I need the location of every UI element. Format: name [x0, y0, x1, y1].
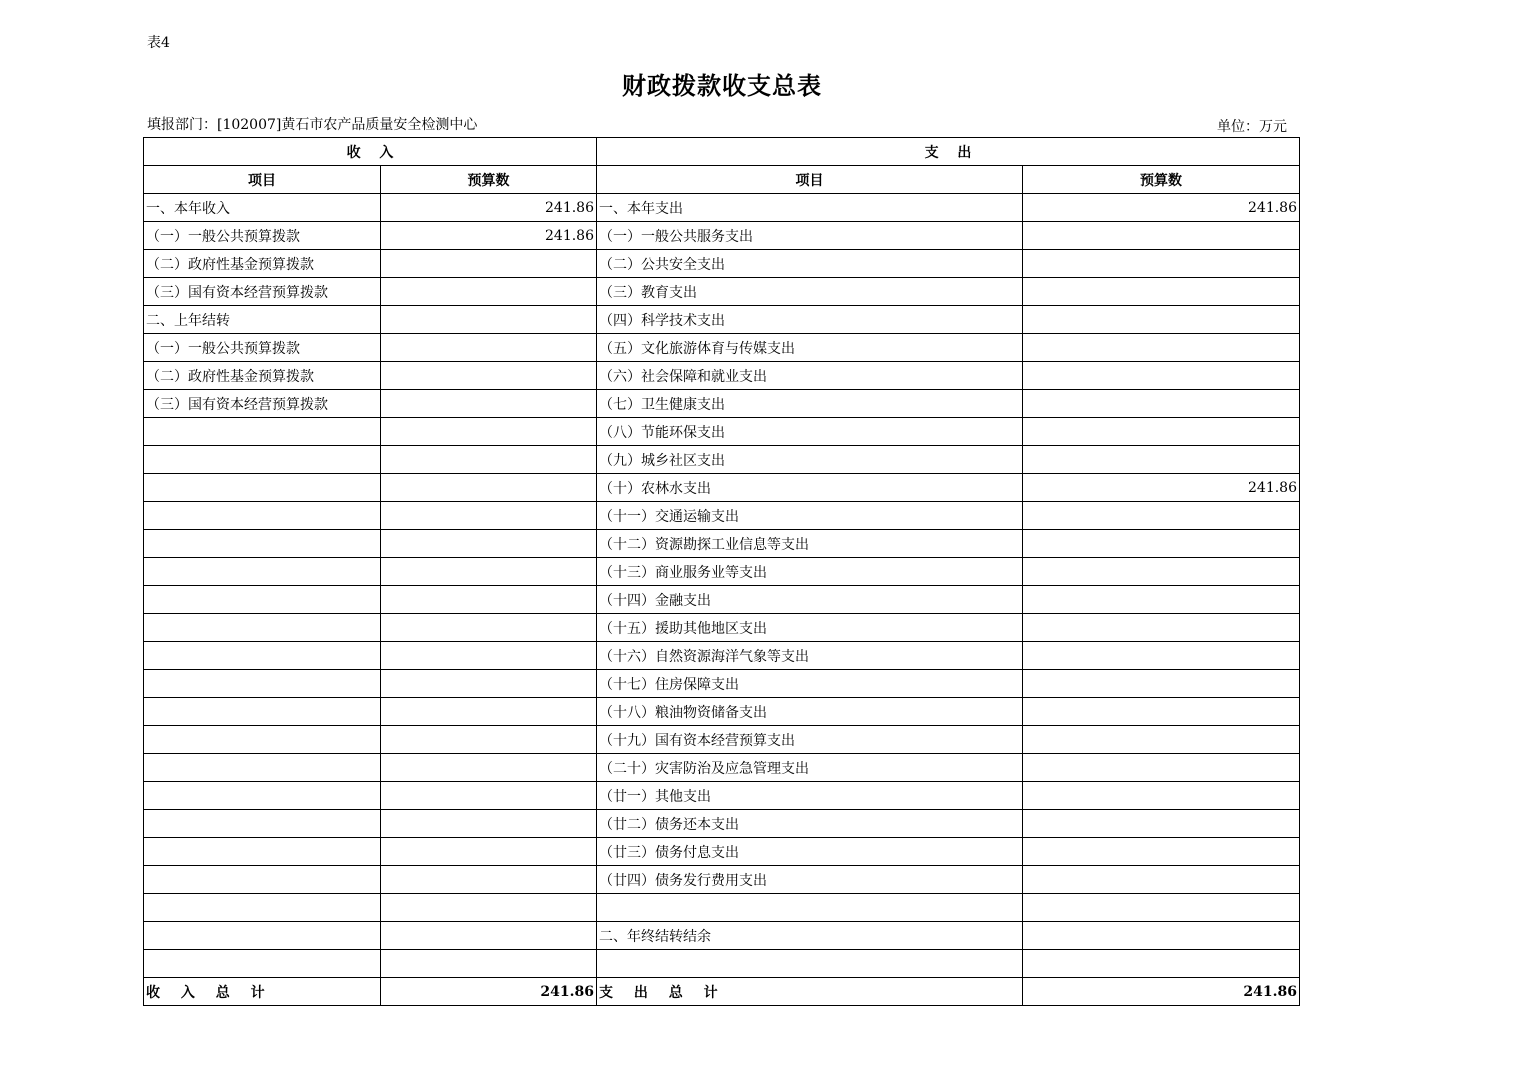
income-item-cell: （二）政府性基金预算拨款 [144, 362, 381, 390]
income-item-cell: （二）政府性基金预算拨款 [144, 250, 381, 278]
income-item-cell: 一、本年收入 [144, 194, 381, 222]
income-item-cell [144, 614, 381, 642]
expense-item-cell: （十七）住房保障支出 [597, 670, 1023, 698]
income-value-cell [381, 698, 597, 726]
expense-value-cell [1023, 530, 1300, 558]
income-value-cell: 241.86 [381, 194, 597, 222]
income-item-cell: （三）国有资本经营预算拨款 [144, 390, 381, 418]
income-total-label: 收 入 总 计 [144, 978, 381, 1006]
expense-value-cell: 241.86 [1023, 474, 1300, 502]
table-row [144, 754, 1300, 782]
expense-item-cell: （十三）商业服务业等支出 [597, 558, 1023, 586]
expense-value-cell [1023, 502, 1300, 530]
expense-item-cell: （三）教育支出 [597, 278, 1023, 306]
expense-value-cell [1023, 894, 1300, 922]
reporting-department: 填报部门：[102007]黄石市农产品质量安全检测中心 [147, 117, 478, 133]
income-item-cell: （一）一般公共预算拨款 [144, 222, 381, 250]
table-row [144, 390, 1300, 418]
income-item-cell [144, 782, 381, 810]
table-row [144, 922, 1300, 950]
expense-value-cell [1023, 642, 1300, 670]
expense-item-cell: （十）农林水支出 [597, 474, 1023, 502]
table-row [144, 474, 1300, 502]
income-value-cell [381, 866, 597, 894]
expense-total-value: 241.86 [1023, 978, 1300, 1006]
table-row [144, 726, 1300, 754]
expense-item-cell: （廿一）其他支出 [597, 782, 1023, 810]
income-item-cell [144, 642, 381, 670]
expense-value-cell [1023, 810, 1300, 838]
income-value-cell [381, 474, 597, 502]
table-row [144, 194, 1300, 222]
expense-item-cell: （十五）援助其他地区支出 [597, 614, 1023, 642]
expense-item-cell: （十二）资源勘探工业信息等支出 [597, 530, 1023, 558]
expense-value-cell [1023, 390, 1300, 418]
budget-table [143, 137, 1300, 1006]
income-item-cell [144, 726, 381, 754]
income-value-cell [381, 418, 597, 446]
expense-item-cell: （廿三）债务付息支出 [597, 838, 1023, 866]
table-row [144, 334, 1300, 362]
expense-value-cell [1023, 922, 1300, 950]
expense-value-cell [1023, 614, 1300, 642]
income-item-cell [144, 418, 381, 446]
expense-item-cell: （九）城乡社区支出 [597, 446, 1023, 474]
income-item-cell: （三）国有资本经营预算拨款 [144, 278, 381, 306]
income-item-cell [144, 838, 381, 866]
income-value-cell [381, 642, 597, 670]
expense-value-cell [1023, 334, 1300, 362]
income-value-cell [381, 950, 597, 978]
table-row [144, 866, 1300, 894]
income-item-cell [144, 530, 381, 558]
income-value-cell [381, 362, 597, 390]
income-value-cell [381, 278, 597, 306]
table-row [144, 530, 1300, 558]
expense-item-cell [597, 950, 1023, 978]
income-value-cell [381, 558, 597, 586]
income-item-cell [144, 670, 381, 698]
income-value-cell [381, 334, 597, 362]
income-value-cell [381, 670, 597, 698]
income-item-cell [144, 866, 381, 894]
income-value-cell [381, 530, 597, 558]
expense-item-cell: （十八）粮油物资储备支出 [597, 698, 1023, 726]
income-item-cell [144, 950, 381, 978]
table-row [144, 614, 1300, 642]
unit-label: 单位：万元 [1217, 119, 1287, 135]
table-row [144, 586, 1300, 614]
expense-item-cell: （二）公共安全支出 [597, 250, 1023, 278]
table-row [144, 250, 1300, 278]
expense-value-cell [1023, 838, 1300, 866]
column-header-row [144, 166, 1300, 194]
income-value-cell [381, 838, 597, 866]
expense-value-cell [1023, 418, 1300, 446]
page-title: 财政拨款收支总表 [622, 71, 822, 100]
income-value-cell [381, 586, 597, 614]
table-row [144, 810, 1300, 838]
expense-value-cell [1023, 222, 1300, 250]
income-value-cell [381, 810, 597, 838]
income-item-cell [144, 446, 381, 474]
table-row [144, 698, 1300, 726]
expense-item-cell: （一）一般公共服务支出 [597, 222, 1023, 250]
expense-item-cell: 二、年终结转结余 [597, 922, 1023, 950]
table-row [144, 782, 1300, 810]
expense-value-cell [1023, 250, 1300, 278]
expense-value-cell [1023, 306, 1300, 334]
income-item-cell [144, 698, 381, 726]
table-body [144, 194, 1300, 978]
expense-value-cell [1023, 670, 1300, 698]
expense-item-cell: （十六）自然资源海洋气象等支出 [597, 642, 1023, 670]
totals-row [144, 978, 1300, 1006]
expense-item-cell: （六）社会保障和就业支出 [597, 362, 1023, 390]
expense-item-cell: （廿四）债务发行费用支出 [597, 866, 1023, 894]
income-budget-header: 预算数 [381, 166, 597, 194]
income-item-cell [144, 502, 381, 530]
expense-value-cell [1023, 278, 1300, 306]
income-total-value: 241.86 [381, 978, 597, 1006]
income-item-header: 项目 [144, 166, 381, 194]
table-row [144, 838, 1300, 866]
income-value-cell [381, 726, 597, 754]
table-row [144, 642, 1300, 670]
table-row [144, 558, 1300, 586]
expense-value-cell [1023, 586, 1300, 614]
table-row [144, 278, 1300, 306]
income-value-cell [381, 446, 597, 474]
expense-item-cell: （四）科学技术支出 [597, 306, 1023, 334]
expense-value-cell [1023, 754, 1300, 782]
expense-item-cell: （廿二）债务还本支出 [597, 810, 1023, 838]
income-value-cell [381, 782, 597, 810]
expense-item-cell: （五）文化旅游体育与传媒支出 [597, 334, 1023, 362]
expense-value-cell: 241.86 [1023, 194, 1300, 222]
income-value-cell [381, 306, 597, 334]
income-value-cell [381, 390, 597, 418]
expense-item-cell [597, 894, 1023, 922]
income-item-cell [144, 894, 381, 922]
income-item-cell: 二、上年结转 [144, 306, 381, 334]
income-item-cell [144, 810, 381, 838]
income-value-cell [381, 754, 597, 782]
income-value-cell [381, 250, 597, 278]
expense-item-cell: （二十）灾害防治及应急管理支出 [597, 754, 1023, 782]
expense-value-cell [1023, 446, 1300, 474]
table-number: 表4 [147, 35, 170, 51]
table-row [144, 362, 1300, 390]
expense-header: 支 出 [597, 138, 1300, 166]
expense-item-cell: （八）节能环保支出 [597, 418, 1023, 446]
income-value-cell: 241.86 [381, 222, 597, 250]
table-row [144, 950, 1300, 978]
income-item-cell [144, 474, 381, 502]
income-item-cell: （一）一般公共预算拨款 [144, 334, 381, 362]
expense-item-header: 项目 [597, 166, 1023, 194]
income-value-cell [381, 502, 597, 530]
expense-budget-header: 预算数 [1023, 166, 1300, 194]
expense-item-cell: （七）卫生健康支出 [597, 390, 1023, 418]
expense-item-cell: （十九）国有资本经营预算支出 [597, 726, 1023, 754]
income-item-cell [144, 586, 381, 614]
table-row [144, 502, 1300, 530]
table-row [144, 670, 1300, 698]
income-value-cell [381, 922, 597, 950]
table-row [144, 894, 1300, 922]
table-row [144, 418, 1300, 446]
table-row [144, 306, 1300, 334]
expense-value-cell [1023, 698, 1300, 726]
section-header-row [144, 138, 1300, 166]
expense-value-cell [1023, 726, 1300, 754]
table-row [144, 222, 1300, 250]
income-item-cell [144, 754, 381, 782]
income-value-cell [381, 614, 597, 642]
expense-item-cell: （十四）金融支出 [597, 586, 1023, 614]
expense-value-cell [1023, 950, 1300, 978]
income-value-cell [381, 894, 597, 922]
expense-value-cell [1023, 866, 1300, 894]
expense-item-cell: （十一）交通运输支出 [597, 502, 1023, 530]
income-item-cell [144, 922, 381, 950]
income-item-cell [144, 558, 381, 586]
expense-value-cell [1023, 362, 1300, 390]
expense-value-cell [1023, 782, 1300, 810]
expense-value-cell [1023, 558, 1300, 586]
table-row [144, 446, 1300, 474]
expense-item-cell: 一、本年支出 [597, 194, 1023, 222]
expense-total-label: 支 出 总 计 [597, 978, 1023, 1006]
income-header: 收 入 [144, 138, 597, 166]
